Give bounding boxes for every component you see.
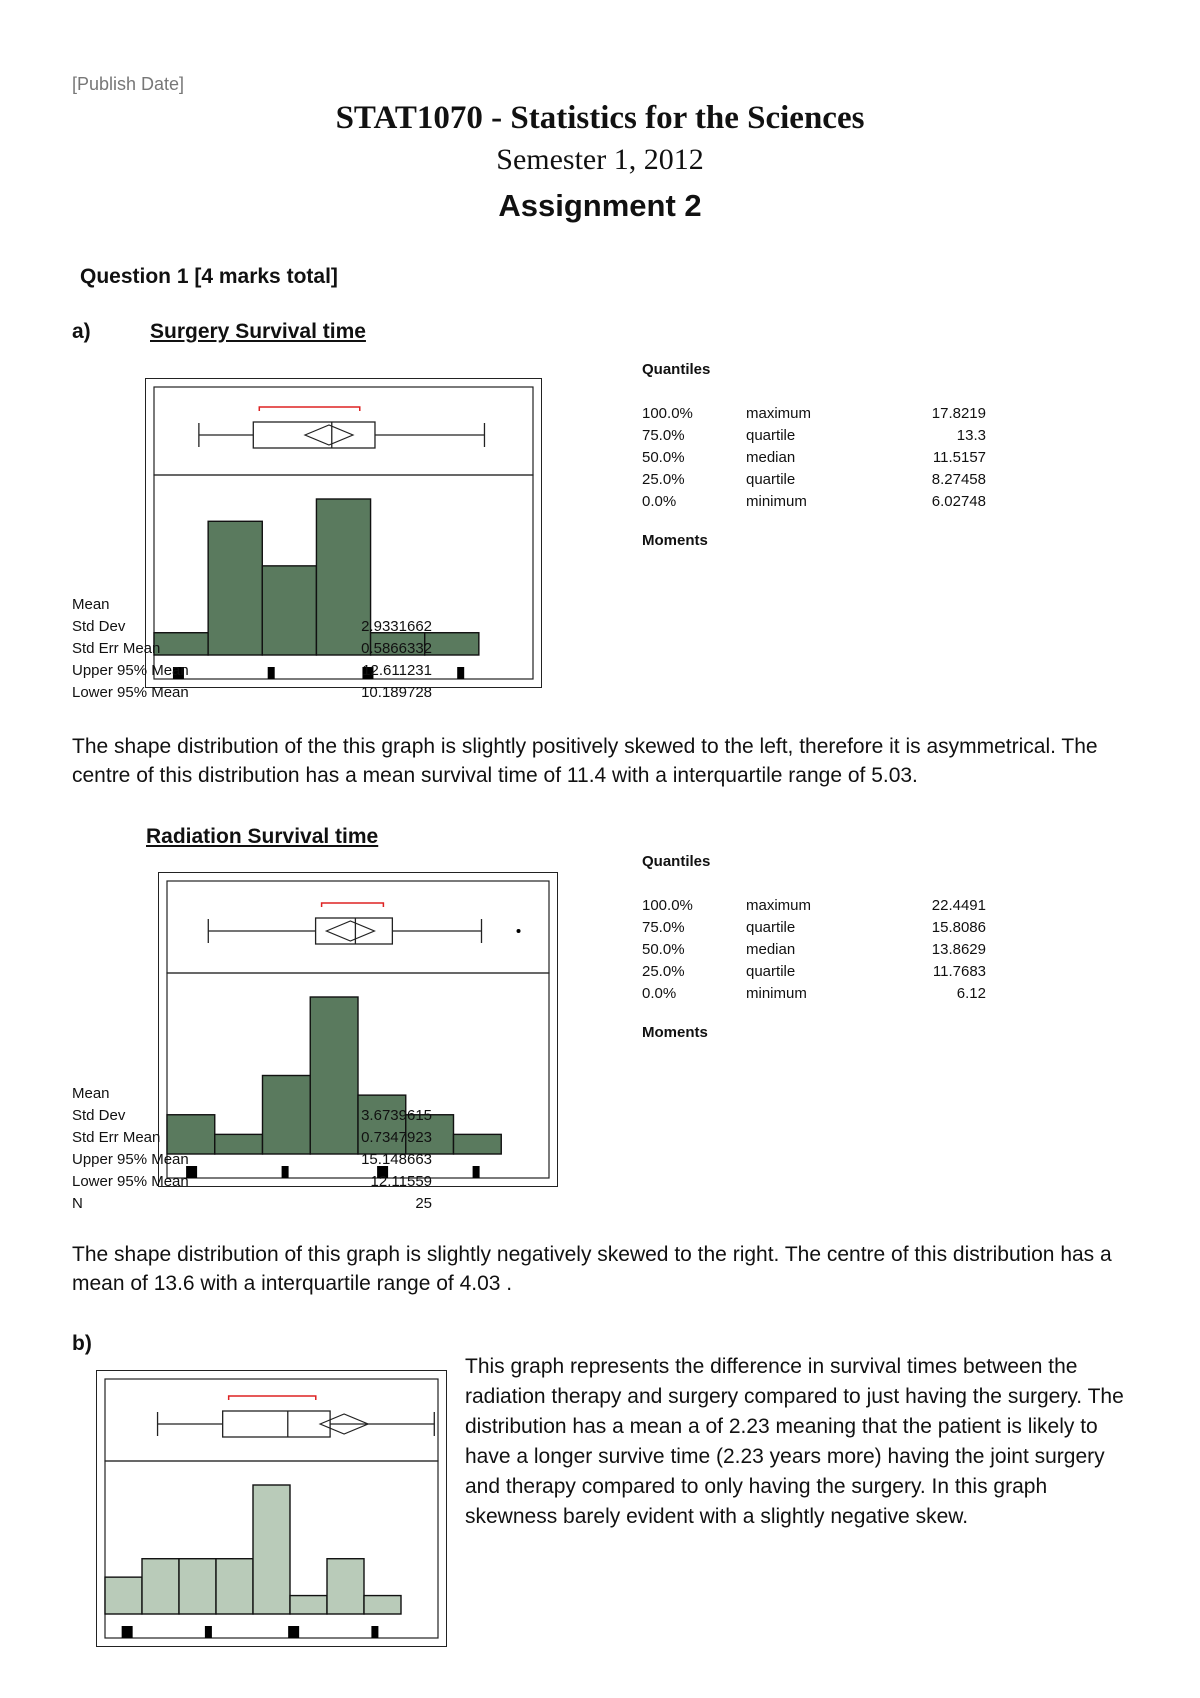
moment-value: 15.148663 [361, 1151, 432, 1168]
quantile-name: maximum [746, 896, 812, 914]
quantile-name: median [746, 940, 796, 958]
quantile-pct: 0.0% [642, 492, 677, 510]
part-b-label: b) [72, 1332, 92, 1355]
axis-tick-mark [122, 1626, 133, 1638]
quantile-pct: 0.0% [642, 984, 677, 1002]
radiation-description: The shape distribution of this graph is slightly negatively skewed to the right. The centre of this distribution has a mean of 13.6 with a interquartile range of 4.03 . [72, 1243, 1112, 1295]
radiation-moments [72, 1083, 432, 1215]
histogram-bar [179, 1559, 216, 1614]
moments-heading: Moments [642, 532, 708, 549]
quantile-row [642, 446, 986, 468]
surgery-quantiles [642, 361, 986, 573]
quantile-name: maximum [746, 404, 812, 422]
quantile-row [642, 916, 986, 938]
surgery-moments [72, 594, 432, 704]
quantile-pct: 75.0% [642, 426, 685, 444]
moment-value: 12.11559 [370, 1173, 432, 1190]
moment-row [72, 1083, 432, 1105]
iqr-box [223, 1411, 330, 1437]
quantile-value: 22.4491 [931, 896, 986, 914]
quantile-value: 6.12 [956, 984, 986, 1002]
quantile-name: minimum [746, 492, 807, 510]
moment-label: Mean [72, 1085, 110, 1102]
moment-label: N [72, 1195, 83, 1212]
quantile-row [642, 894, 986, 916]
radiation-title: Radiation Survival time [146, 825, 379, 848]
moment-row [72, 1171, 432, 1193]
moment-label: Upper 95% Mean [72, 1151, 189, 1168]
quantile-row [642, 960, 986, 982]
difference-figure [96, 1370, 447, 1647]
shortest-half-bracket [259, 407, 359, 411]
quantile-value: 13.3 [956, 426, 986, 444]
histogram-bar [142, 1559, 179, 1614]
quantile-name: quartile [746, 918, 796, 936]
moment-row [72, 638, 432, 660]
moment-value: 0.5866332 [361, 640, 432, 657]
publish-date: [Publish Date] [72, 74, 185, 94]
quantile-row [642, 402, 986, 424]
axis-tick-mark [288, 1626, 299, 1638]
surgery-description: The shape distribution of the this graph is slightly positively skewed to the left, therefore it is asymmetrical. The centre of this distribution has a mean survival time of 11.4 with a interquartile range of 5.03. [72, 735, 1098, 787]
moment-value: 25 [415, 1195, 432, 1212]
part-a-label: a) [72, 320, 91, 343]
surgery-title: Surgery Survival time [150, 320, 366, 343]
histogram-bar [216, 1559, 253, 1614]
histogram-bar [454, 1134, 502, 1154]
moment-label: Upper 95% Mean [72, 662, 189, 679]
surgery-quantiles-table [642, 402, 986, 512]
quantile-row [642, 424, 986, 446]
quantile-row [642, 938, 986, 960]
moment-value: 12.611231 [362, 662, 432, 679]
outlier-point [517, 929, 521, 933]
moment-row [72, 682, 432, 704]
moment-value: 10.189728 [361, 684, 432, 701]
question-heading: Question 1 [4 marks total] [80, 265, 338, 288]
shortest-half-bracket [229, 1396, 316, 1400]
moment-label: Std Dev [72, 1107, 126, 1124]
course-title: STAT1070 - Statistics for the Sciences [335, 100, 865, 136]
difference-description: This graph represents the difference in survival times between the radiation therapy and surgery compared to just having the surgery. The distribution has a mean a of 2.23 meaning that the patient is likely to have a longer survive time (2.23 years more) having the joint surgery and therapy compared to only having the surgery. In this graph skewness barely evident with a slightly negative skew. [465, 1355, 1124, 1528]
quantile-name: minimum [746, 984, 807, 1002]
quantile-value: 6.02748 [931, 492, 986, 510]
moments-heading: Moments [642, 1024, 708, 1041]
quantile-pct: 25.0% [642, 470, 685, 488]
moment-value: 2.9331662 [361, 618, 432, 635]
quantile-pct: 100.0% [642, 896, 693, 914]
semester-label: Semester 1, 2012 [496, 143, 704, 176]
histogram-bar [327, 1559, 364, 1614]
moment-label: Std Err Mean [72, 640, 161, 657]
quantile-value: 15.8086 [931, 918, 986, 936]
quantile-name: quartile [746, 962, 796, 980]
quantile-value: 8.27458 [931, 470, 986, 488]
histogram-bar [364, 1596, 401, 1614]
radiation-quantiles-table [642, 894, 986, 1004]
quantiles-heading: Quantiles [642, 853, 711, 870]
histogram-bar [253, 1485, 290, 1614]
radiation-quantiles [642, 853, 986, 1065]
quantile-row [642, 490, 986, 512]
moment-row [72, 1149, 432, 1171]
axis-tick-mark [371, 1626, 378, 1638]
histogram-bar [290, 1596, 327, 1614]
quantile-name: median [746, 448, 796, 466]
quantiles-heading: Quantiles [642, 361, 711, 378]
quantile-pct: 50.0% [642, 940, 685, 958]
axis-tick-mark [473, 1166, 480, 1178]
moment-row [72, 1127, 432, 1149]
quantile-value: 17.8219 [931, 404, 986, 422]
moment-label: Std Dev [72, 618, 126, 635]
quantile-pct: 100.0% [642, 404, 693, 422]
quantile-name: quartile [746, 470, 796, 488]
shortest-half-bracket [322, 903, 384, 907]
moment-value: 3.6739615 [361, 1107, 432, 1124]
quantile-value: 11.5157 [932, 448, 986, 466]
moment-label: Lower 95% Mean [72, 1173, 189, 1190]
iqr-box [253, 422, 375, 448]
quantile-pct: 75.0% [642, 918, 685, 936]
quantile-value: 11.7683 [932, 962, 986, 980]
moment-label: Mean [72, 596, 110, 613]
histogram-bar [105, 1577, 142, 1614]
difference-histogram-svg [97, 1371, 446, 1646]
moment-row [72, 1105, 432, 1127]
moment-label: Lower 95% Mean [72, 684, 189, 701]
histogram-bar [425, 633, 479, 655]
moment-row [72, 616, 432, 638]
moment-label: Std Err Mean [72, 1129, 161, 1146]
quantile-value: 13.8629 [931, 940, 986, 958]
quantile-pct: 50.0% [642, 448, 685, 466]
quantile-name: quartile [746, 426, 796, 444]
quantile-row [642, 982, 986, 1004]
moment-row [72, 594, 432, 616]
moment-value: 0.7347923 [361, 1129, 432, 1146]
quantile-pct: 25.0% [642, 962, 685, 980]
quantile-row [642, 468, 986, 490]
axis-tick-mark [205, 1626, 212, 1638]
moment-row [72, 660, 432, 682]
moment-row [72, 1193, 432, 1215]
axis-tick-mark [457, 667, 464, 679]
assignment-title: Assignment 2 [498, 188, 702, 223]
